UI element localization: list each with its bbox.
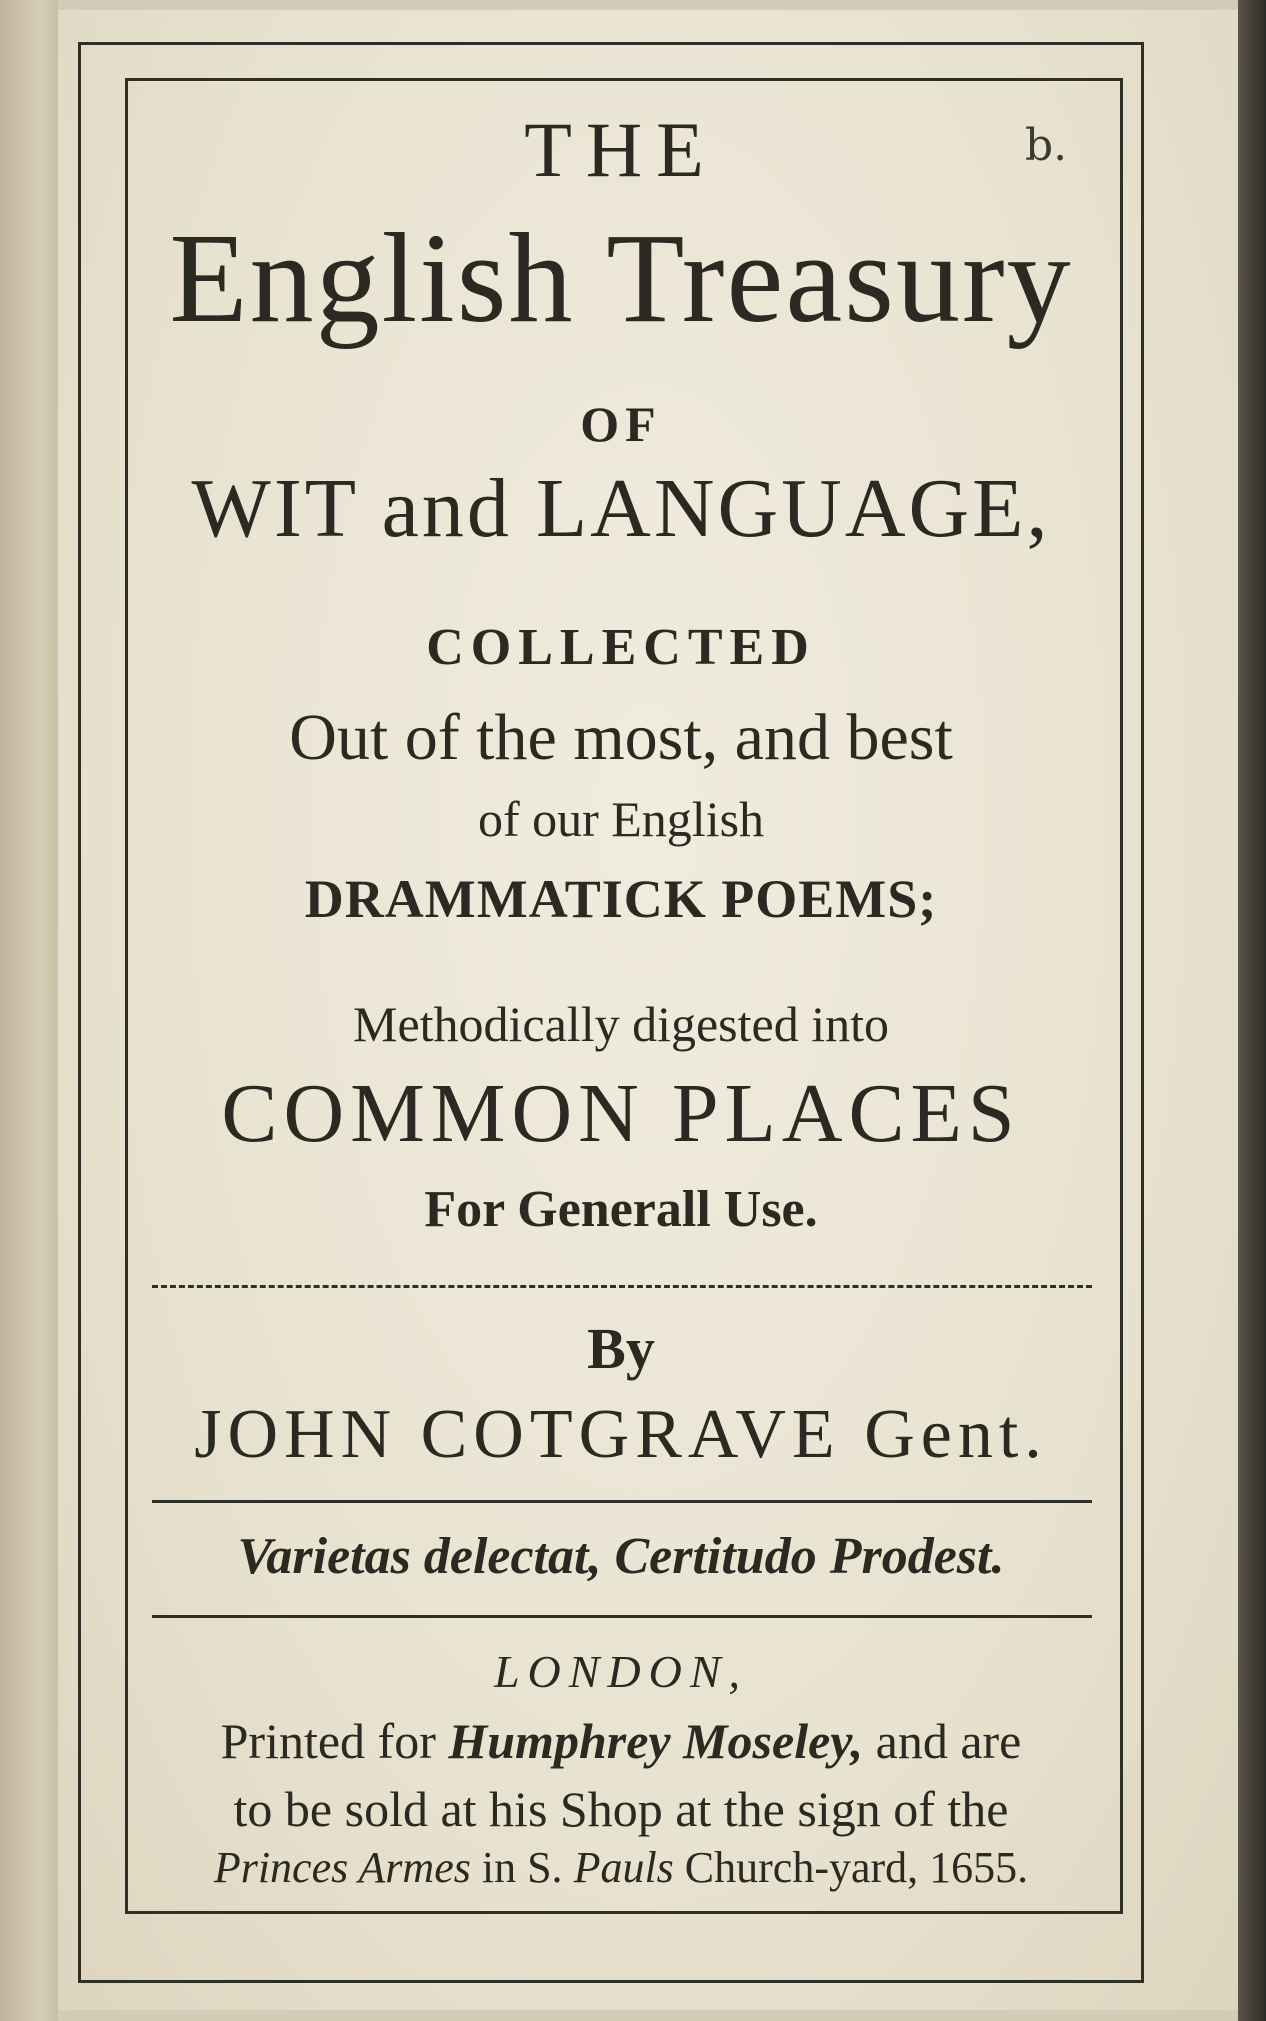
publisher-name: Humphrey Moseley, <box>448 1713 864 1769</box>
pauls-name: Pauls <box>573 1843 674 1892</box>
shelfmark-note: b. <box>1025 120 1068 171</box>
imprint-line-3 <box>125 1842 1117 1893</box>
collected-heading: COLLECTED <box>426 619 816 676</box>
author-name: JOHN COTGRAVE Gent. <box>194 1396 1048 1473</box>
page-edge-left <box>0 0 58 2021</box>
latin-motto: Varietas delectat, Certitudo Prodest. <box>237 1528 1005 1585</box>
imprint-line-1-post: and are <box>863 1713 1022 1769</box>
imprint-line-3-mid: in S. <box>470 1843 574 1892</box>
imprint-line-1-pre: Printed for <box>220 1713 449 1769</box>
divider-rule-1 <box>152 1285 1092 1288</box>
divider-rule-3 <box>152 1615 1092 1618</box>
source-line-1: Out of the most, and best <box>289 701 953 774</box>
source-line-2: of our English <box>477 791 765 847</box>
subtitle: WIT and LANGUAGE, <box>191 462 1051 555</box>
use-line: For Generall Use. <box>424 1181 818 1238</box>
source-line-3: DRAMMATICK POEMS; <box>304 869 938 929</box>
common-places-heading: COMMON PLACES <box>221 1067 1021 1160</box>
imprint-line-3-post: Church-yard, 1655. <box>673 1843 1029 1892</box>
book-binding <box>1238 0 1266 2021</box>
method-line: Methodically digested into <box>352 996 889 1052</box>
title-the: THE <box>524 106 718 193</box>
shop-sign: Princes Armes <box>213 1843 471 1892</box>
imprint-line-2: to be sold at his Shop at the sign of the <box>233 1781 1009 1837</box>
divider-rule-2 <box>152 1500 1092 1503</box>
imprint-line-1 <box>125 1712 1117 1770</box>
imprint-city: LONDON, <box>493 1646 749 1697</box>
by-line: By <box>587 1316 655 1381</box>
title-of: OF <box>580 396 662 452</box>
main-title: English Treasury <box>169 207 1073 349</box>
